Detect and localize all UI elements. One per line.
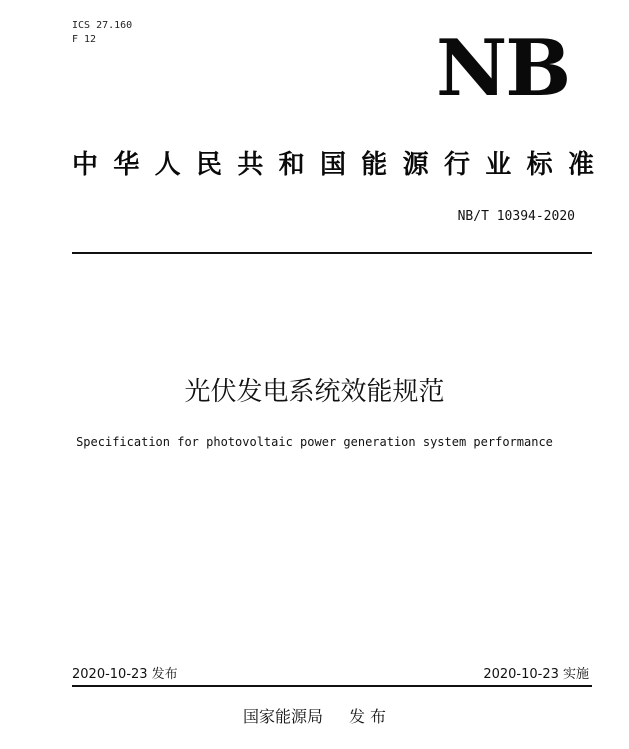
- issuer-name: 国家能源局: [242, 707, 323, 726]
- top-divider: [72, 252, 592, 254]
- authority-char: 人: [154, 150, 181, 180]
- authority-char: 源: [402, 150, 429, 180]
- authority-char: 华: [113, 150, 140, 180]
- authority-char: 共: [237, 150, 264, 180]
- authority-char: 行: [443, 150, 470, 180]
- issuer: [0, 706, 629, 728]
- authority-char: 国: [319, 150, 346, 180]
- issue-date: 2020-10-23 发布: [72, 667, 178, 682]
- authority-heading: [72, 146, 594, 184]
- authority-char: 准: [567, 150, 594, 180]
- bottom-divider: [72, 685, 592, 687]
- implementation-date: 2020-10-23 实施: [483, 667, 589, 682]
- authority-char: 标: [526, 150, 553, 180]
- standard-number: NB/T 10394-2020: [457, 209, 575, 224]
- authority-char: 民: [195, 150, 222, 180]
- authority-char: 中: [72, 150, 99, 180]
- ics-code: ICS 27.160: [72, 20, 133, 31]
- issuer-action: 发 布: [348, 707, 387, 726]
- classification-codes: [72, 19, 132, 47]
- authority-char: 和: [278, 150, 305, 180]
- title-chinese: 光伏发电系统效能规范: [184, 377, 445, 407]
- authority-char: 能: [361, 150, 388, 180]
- nb-logo: NB: [436, 23, 570, 114]
- authority-char: 业: [485, 150, 512, 180]
- title-english: Specification for photovoltaic power generation system performance: [76, 435, 553, 449]
- ccs-code: F 12: [72, 34, 97, 45]
